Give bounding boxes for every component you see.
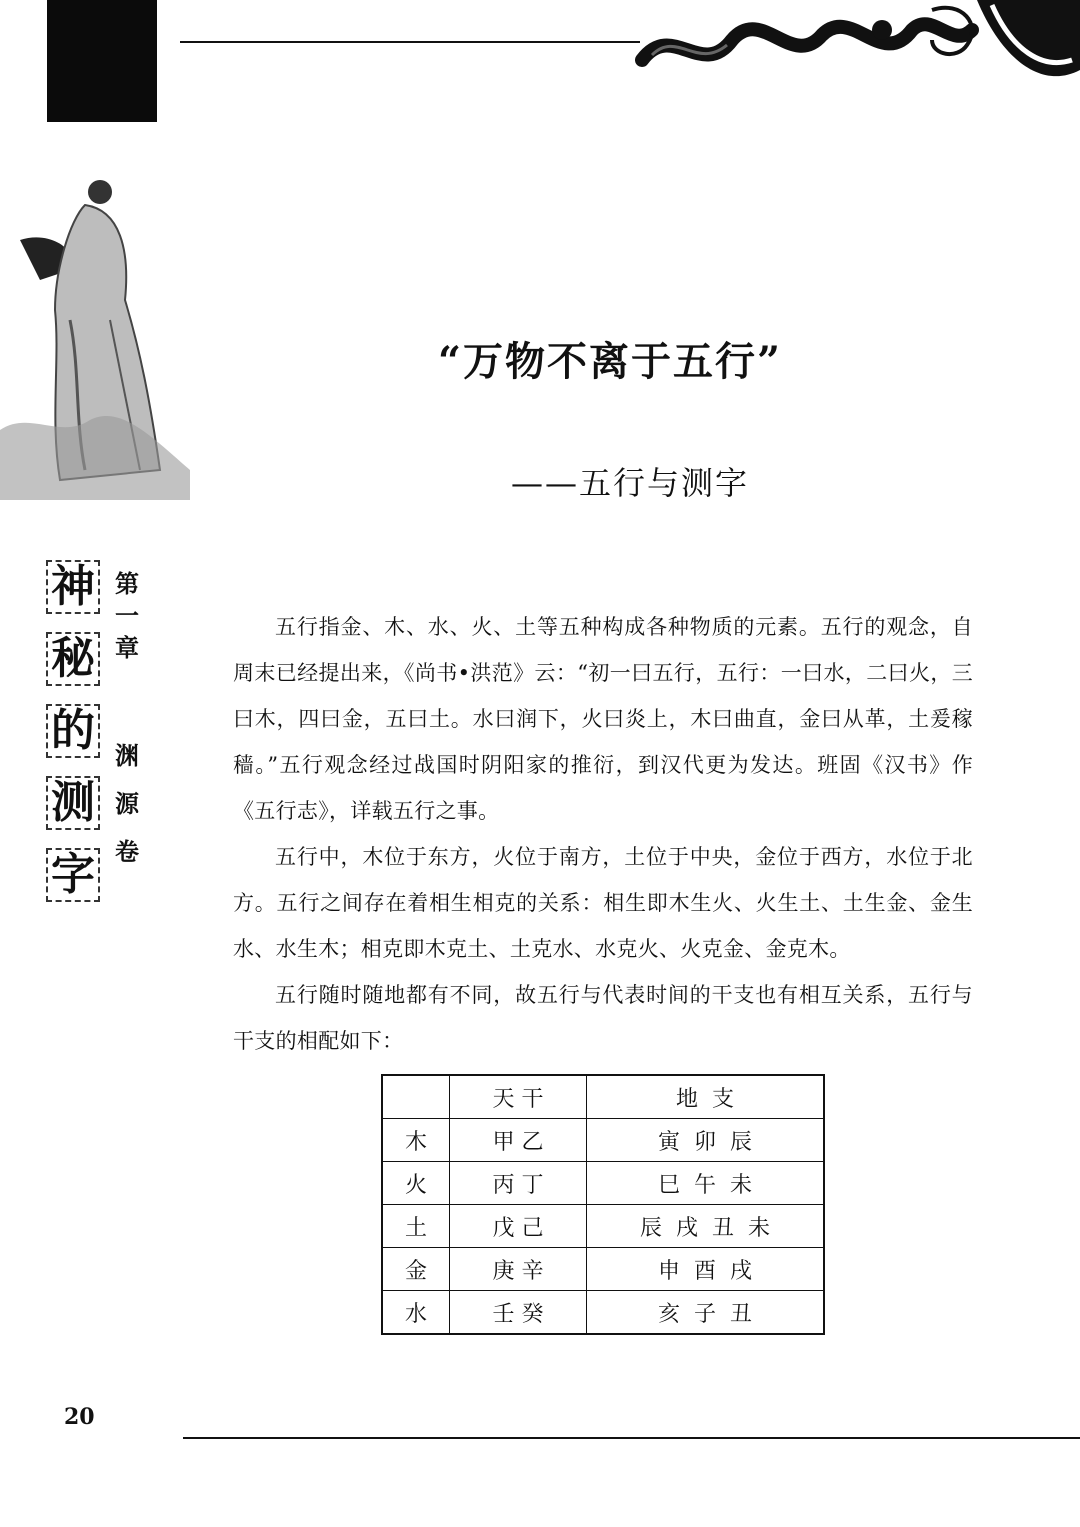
- table-cell: 木: [382, 1119, 450, 1162]
- series-title-char: 神: [46, 560, 100, 614]
- table-cell: 丙 丁: [450, 1162, 587, 1205]
- series-title-char: 的: [46, 704, 100, 758]
- chapter-label-char: 第: [115, 569, 139, 598]
- table-cell: 巳 午 未: [587, 1162, 825, 1205]
- volume-label-char: 源: [115, 789, 139, 818]
- volume-label-vertical: [112, 732, 142, 876]
- table-cell: 土: [382, 1205, 450, 1248]
- table-cell: 辰 戌 丑 未: [587, 1205, 825, 1248]
- article-title: “万物不离于五行”: [437, 338, 782, 385]
- series-title-char: 测: [46, 776, 100, 830]
- table-cell: 壬 癸: [450, 1291, 587, 1335]
- scholar-figure-illustration: [0, 170, 190, 500]
- article-body: [233, 604, 973, 1064]
- table-cell: 申 酉 戌: [587, 1248, 825, 1291]
- body-paragraph: 五行指金、木、水、火、土等五种构成各种物质的元素。五行的观念，自周末已经提出来，《尚书•洪范》云：“初一曰五行，五行：一曰水，二曰火，三曰木，四曰金，五曰土。水曰润下，火曰炎上，木曰曲直，金曰从革，土爰稼穑。”五行观念经过战国时阴阳家的推衍，到汉代更为发达。班固《汉书》作《五行志》，详载五行之事。: [233, 615, 973, 823]
- chapter-label-char: 章: [115, 633, 139, 662]
- table-header-cell: 天 干: [450, 1075, 587, 1119]
- wuxing-ganzhi-table: [381, 1074, 825, 1335]
- table-cell: 戊 己: [450, 1205, 587, 1248]
- header-black-block: [47, 0, 157, 122]
- series-title-char: 秘: [46, 632, 100, 686]
- body-paragraph: 五行随时随地都有不同，故五行与代表时间的干支也有相互关系，五行与干支的相配如下：: [233, 983, 973, 1053]
- footer-rule: [183, 1437, 1080, 1439]
- table-cell: 庚 辛: [450, 1248, 587, 1291]
- table-row: [382, 1291, 824, 1335]
- volume-label-char: 渊: [115, 741, 139, 770]
- series-title-vertical: [46, 560, 108, 920]
- series-title-char: 字: [46, 848, 100, 902]
- table-cell: 甲 乙: [450, 1119, 587, 1162]
- table-row: [382, 1205, 824, 1248]
- table-row: [382, 1162, 824, 1205]
- table-row: [382, 1248, 824, 1291]
- article-subtitle: ——五行与测字: [510, 464, 749, 502]
- table-header-cell: 地 支: [587, 1075, 825, 1119]
- dragon-illustration: [632, 0, 1080, 96]
- table-header-row: [382, 1075, 824, 1119]
- table-cell: 寅 卯 辰: [587, 1119, 825, 1162]
- table-cell: 火: [382, 1162, 450, 1205]
- table-row: [382, 1119, 824, 1162]
- body-paragraph: 五行中，木位于东方，火位于南方，土位于中央，金位于西方，水位于北方。五行之间存在着相生相克的关系：相生即木生火、火生土、土生金、金生水、水生木；相克即木克土、土克水、水克火、火克金、金克木。: [233, 845, 973, 961]
- volume-label-char: 卷: [115, 837, 139, 866]
- table-cell: 金: [382, 1248, 450, 1291]
- chapter-label-vertical: [112, 568, 142, 664]
- table-cell: 亥 子 丑: [587, 1291, 825, 1335]
- table-header-cell: [382, 1075, 450, 1119]
- page-number: 20: [64, 1404, 95, 1430]
- table-cell: 水: [382, 1291, 450, 1335]
- header-rule: [180, 41, 640, 43]
- chapter-label-char: 一: [115, 601, 139, 630]
